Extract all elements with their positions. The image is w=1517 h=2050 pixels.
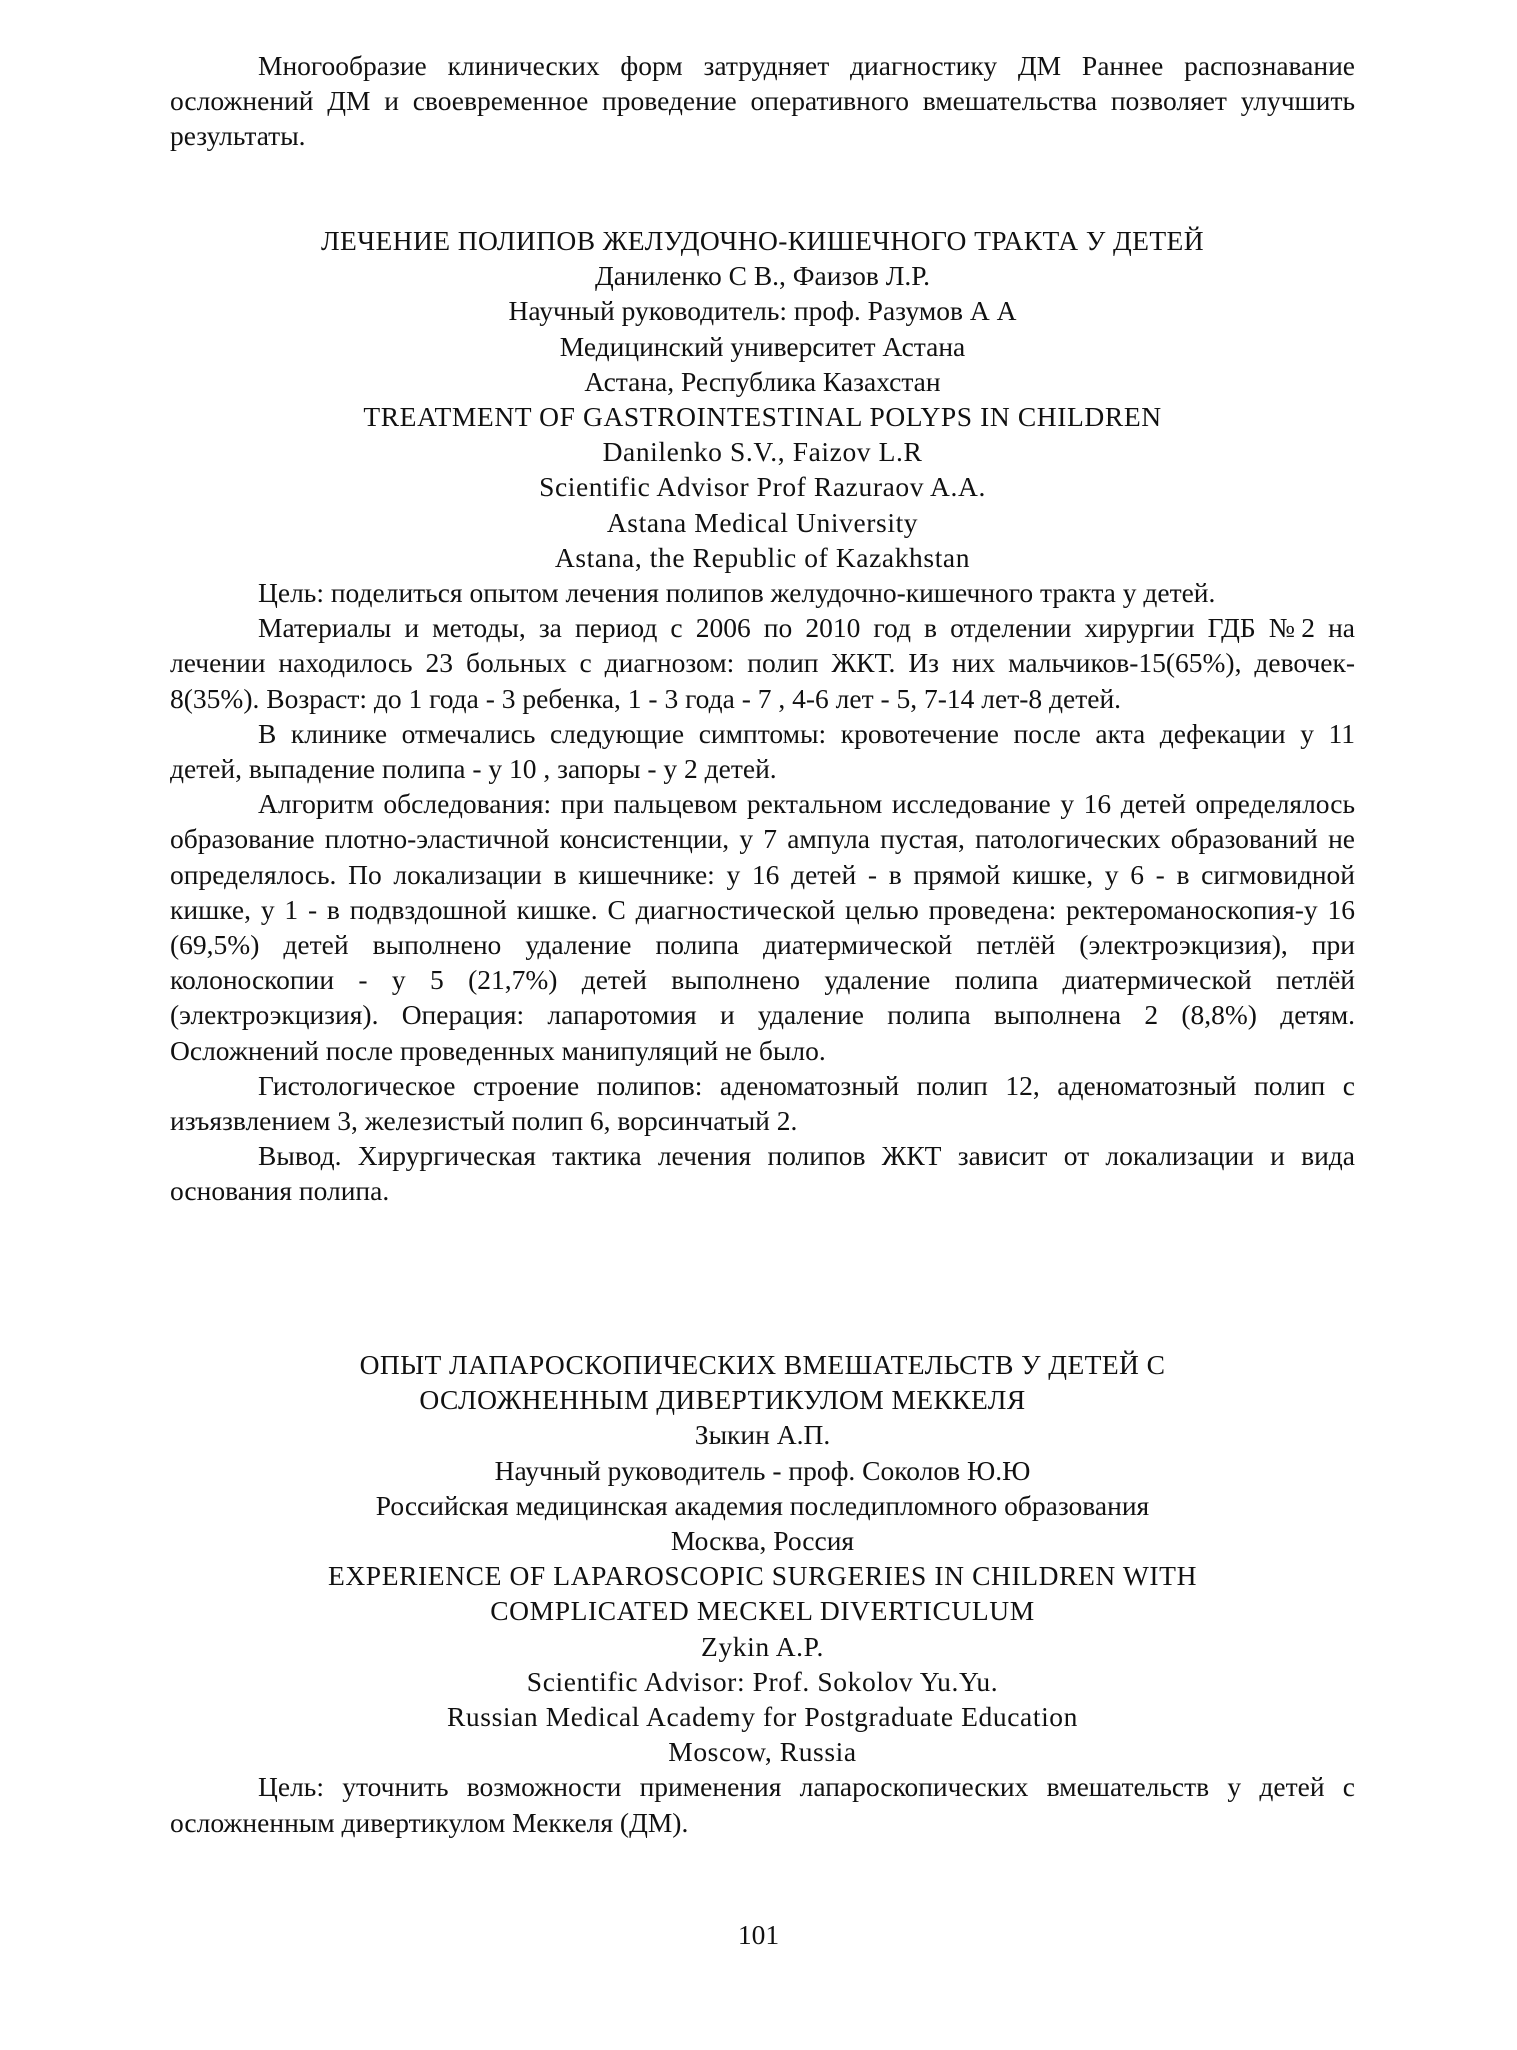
article-1	[170, 223, 1355, 1209]
page-number: 101	[737, 1919, 780, 1950]
article-2-advisor-ru: Научный руководитель - проф. Соколов Ю.Ю	[494, 1454, 1031, 1486]
article-1-paragraph: Материалы и методы, за период с 2006 по 2010 год в отделении хирургии ГДБ №2 на лечении находилось 23 больных с диагнозом: полип ЖКТ. Из них мальчиков-15(65%), девочек- 8(35%). Возраст: до 1 года - 3 ребенка, 1 - 3 года - 7 , 4-6 лет - 5, 7-14 лет-8 детей.	[170, 612, 1355, 714]
article-1-city-ru: Астана, Республика Казахстан	[584, 365, 941, 397]
article-1-advisor-en: Scientific Advisor Prof Razuraov A.A.	[539, 471, 986, 503]
article-2-authors-ru: Зыкин А.П.	[694, 1419, 831, 1451]
article-2-authors-en: Zykin A.P.	[701, 1630, 824, 1662]
article-2-advisor-en: Scientific Advisor: Prof. Sokolov Yu.Yu.	[526, 1665, 999, 1697]
article-2-title-en-line1: EXPERIENCE OF LAPAROSCOPIC SURGERIES IN CHILDREN WITH	[327, 1560, 1198, 1592]
article-1-authors-ru: Даниленко С В., Фаизов Л.Р.	[594, 260, 931, 292]
article-2-city-en: Moscow, Russia	[668, 1736, 857, 1768]
article-2-city-ru: Москва, Россия	[670, 1525, 855, 1557]
article-1-title-ru: ЛЕЧЕНИЕ ПОЛИПОВ ЖЕЛУДОЧНО-КИШЕЧНОГО ТРАКТА У ДЕТЕЙ	[321, 225, 1204, 256]
article-1-institution-ru: Медицинский университет Астана	[559, 330, 966, 362]
article-1-paragraph: В клинике отмечались следующие симптомы: кровотечение после акта дефекации у 11 детей, выпадение полипа - у 10 , запоры - у 2 детей.	[170, 717, 1355, 785]
article-1-authors-en: Danilenko S.V., Faizov L.R	[602, 436, 923, 468]
article-1-paragraph: Цель: поделиться опытом лечения полипов желудочно-кишечного тракта у детей.	[258, 577, 1216, 609]
article-2-institution-en: Russian Medical Academy for Postgraduate Education	[446, 1701, 1079, 1733]
article-2-title-ru-line2: ОСЛОЖНЕННЫМ ДИВЕРТИКУЛОМ МЕККЕЛЯ	[419, 1384, 1026, 1416]
article-2-title-en-line2: COMPLICATED MECKEL DIVERTICULUM	[490, 1595, 1035, 1627]
article-1-institution-en: Astana Medical University	[606, 506, 919, 538]
article-1-paragraph: Вывод. Хирургическая тактика лечения полипов ЖКТ зависит от локализации и вида основания полипа.	[170, 1140, 1355, 1207]
article-1-advisor-ru: Научный руководитель: проф. Разумов А А	[508, 295, 1017, 327]
article-1-city-en: Astana, the Republic of Kazakhstan	[554, 541, 971, 573]
article-1-paragraph: Гистологическое строение полипов: аденоматозный полип 12, аденоматозный полип с изъязвлением 3, железистый полип 6, ворсинчатый 2.	[170, 1069, 1355, 1137]
article-2-title-ru-line1: ОПЫТ ЛАПАРОСКОПИЧЕСКИХ ВМЕШАТЕЛЬСТВ У ДЕТЕЙ С	[359, 1349, 1166, 1380]
article-2	[170, 1347, 1355, 1840]
article-1-title-en: TREATMENT OF GASTROINTESTINAL POLYPS IN CHILDREN	[363, 401, 1162, 433]
article-2-paragraph: Цель: уточнить возможности применения лапароскопических вмешательств у детей с осложненным дивертикулом Меккеля (ДМ).	[170, 1771, 1355, 1838]
article-2-institution-ru: Российская медицинская академия последипломного образования	[375, 1489, 1150, 1521]
intro-paragraph: Многообразие клинических форм затрудняет диагностику ДМ Раннее распознавание осложнений ДМ и своевременное проведение оперативного вмешательства позволяет улучшить результаты.	[170, 50, 1355, 152]
intro-section	[170, 48, 1355, 154]
article-1-paragraph: Алгоритм обследования: при пальцевом ректальном исследование у 16 детей определялось образование плотно-эластичной консистенции, у 7 ампула пустая, патологических образований не определялось. По локализации в кишечнике: у 16 детей - в прямой кишке, у 6 - в сигмовидной кишке, у 1 - в подвздошной кишке. С диагностической целью проведена: ректероманоскопия-у 16 (69,5%) детей выполнено удаление полипа диатермической петлёй (электроэкцизия), при колоноскопии - у 5 (21,7%) детей выполнено удаление полипа диатермической петлёй (электроэкцизия). Операция: лапаротомия и удаление полипа выполнена 2 (8,8%) детям. Осложнений после проведенных манипуляций не было.	[170, 788, 1355, 1066]
